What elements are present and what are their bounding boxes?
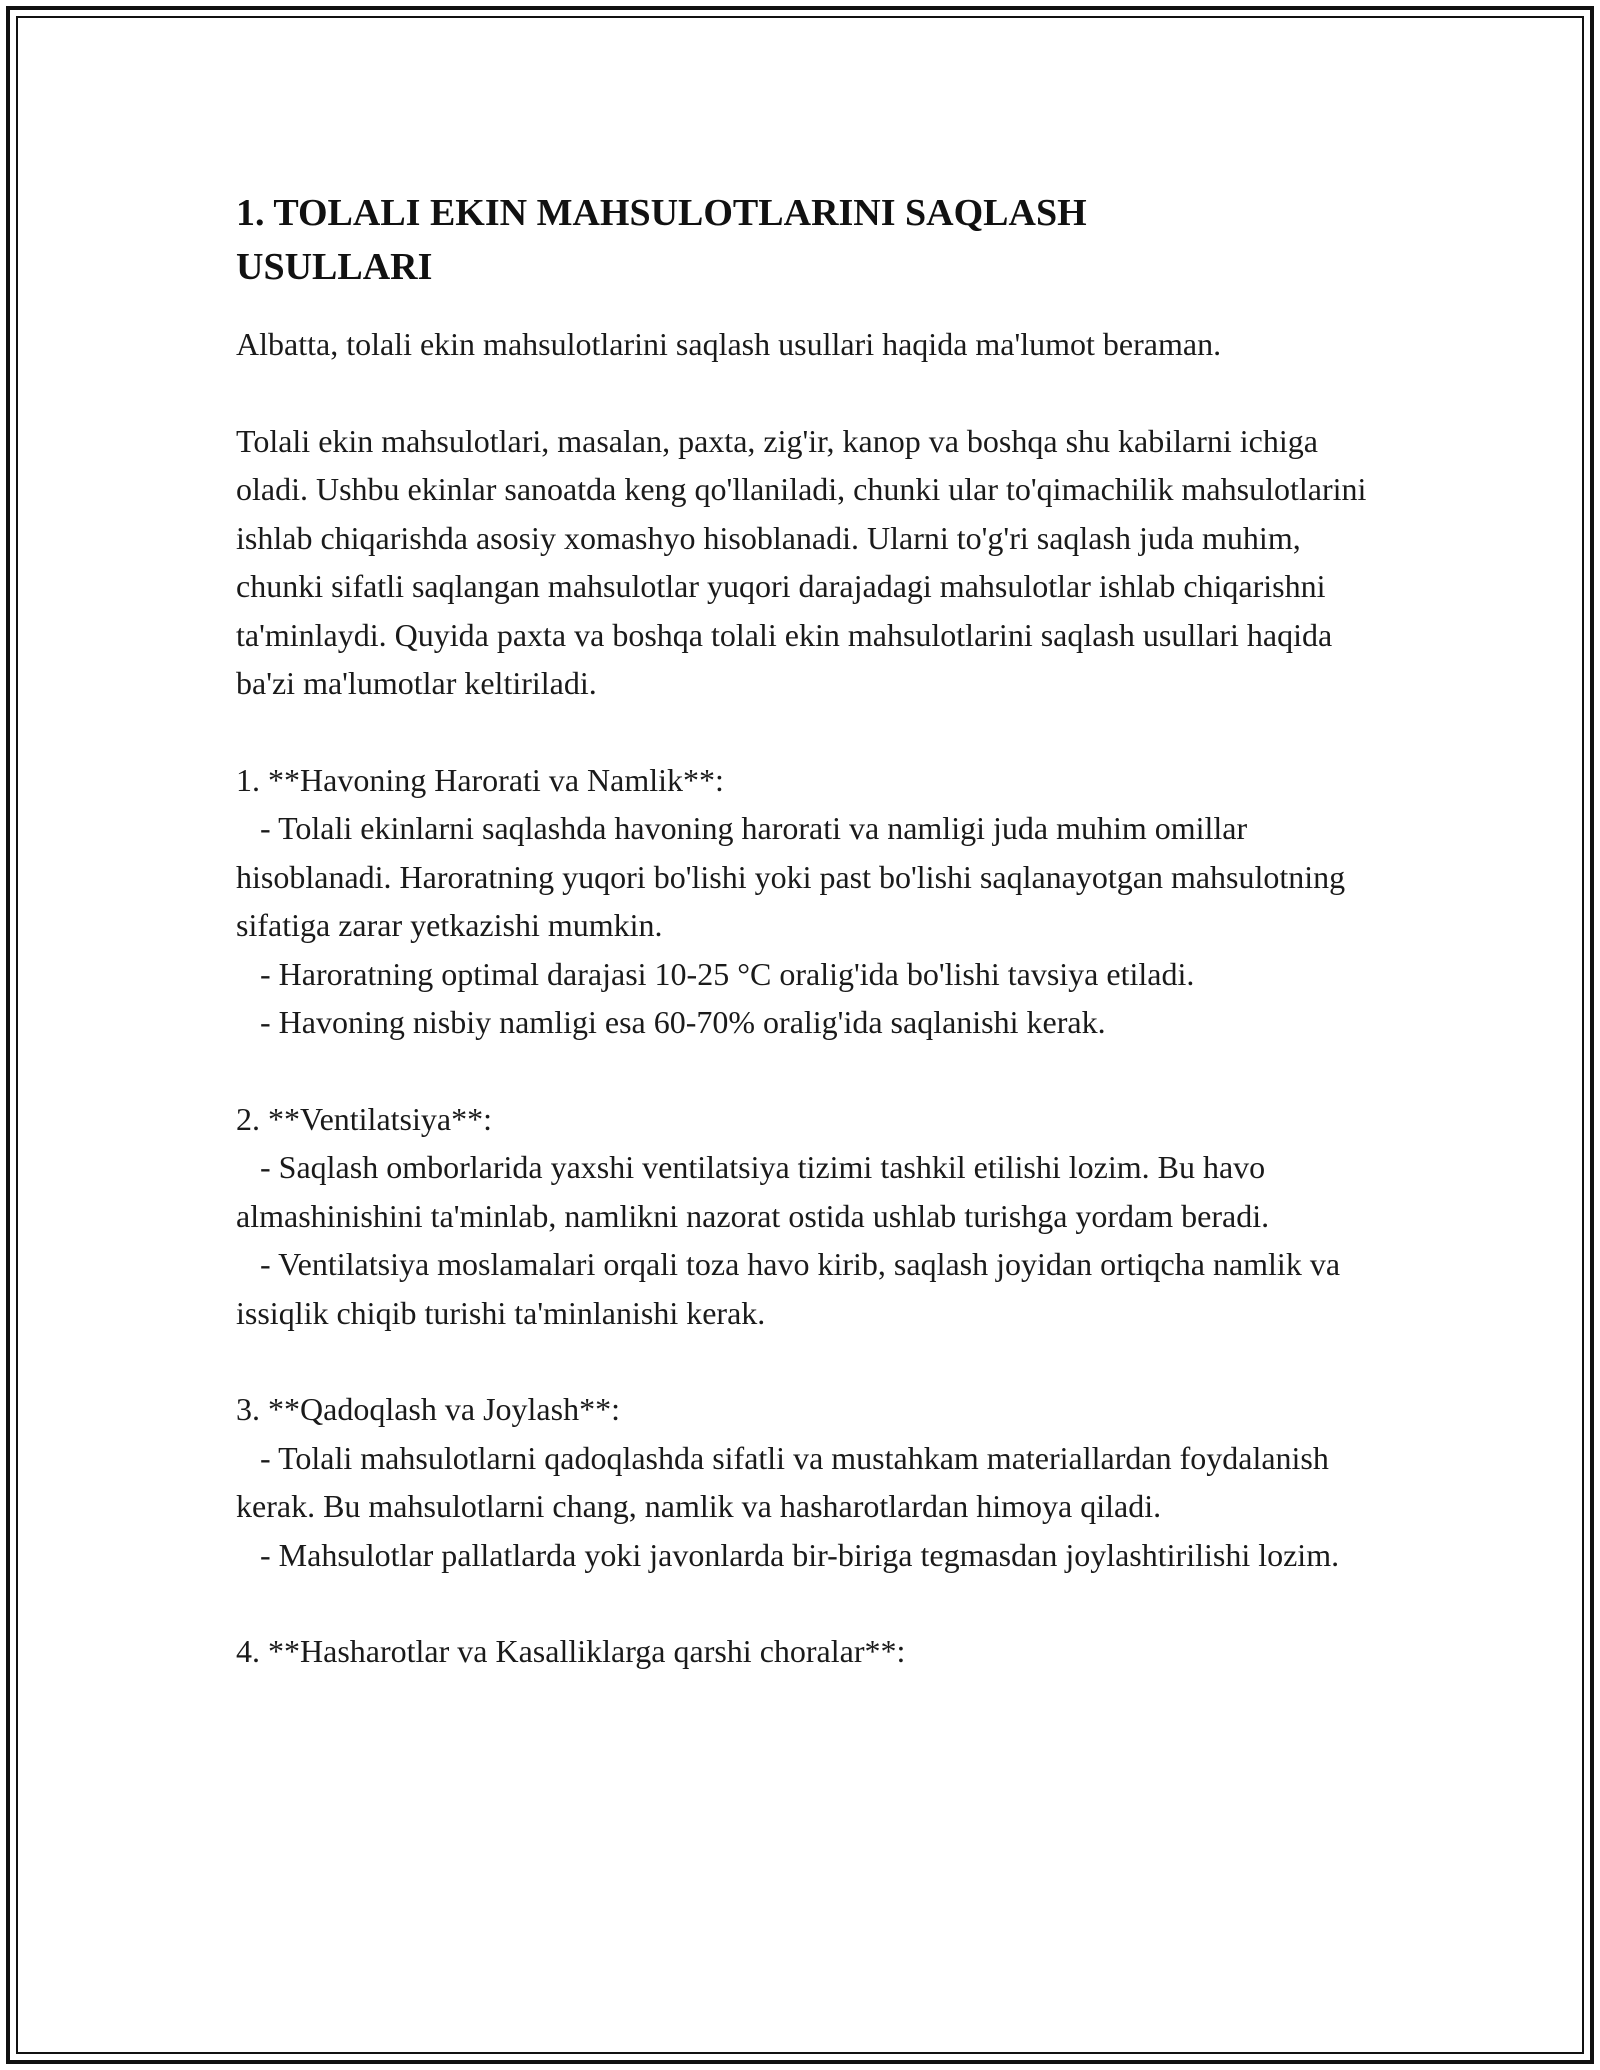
intro-paragraph: Albatta, tolali ekin mahsulotlarini saqlash usullari haqida ma'lumot beraman. [236, 326, 1222, 362]
section-bullet: - Tolali ekinlarni saqlashda havoning harorati va namligi juda muhim omillar hisoblanadi. Haroratning yuqori bo'lishi yoki past bo'lishi saqlanayotgan mahsulotning sifatiga zarar yetkazishi mumkin. [236, 810, 1354, 943]
section-bullet: - Saqlash omborlarida yaxshi ventilatsiya tizimi tashkil etilishi lozim. Bu havo almashinishini ta'minlab, namlikni nazorat ostida ushlab turishga yordam beradi. [236, 1149, 1274, 1234]
document-body [236, 186, 1376, 1676]
section-3 [236, 1385, 1376, 1579]
section-bullet: - Mahsulotlar pallatlarda yoki javonlarda bir-biriga tegmasdan joylashtirilishi lozim. [236, 1536, 1340, 1573]
section-bullet: - Haroratning optimal darajasi 10-25 °C oralig'ida bo'lishi tavsiya etiladi. [236, 955, 1195, 992]
section-heading: 3. **Qadoqlash va Joylash**: [236, 1391, 620, 1427]
section-bullet: - Havoning nisbiy namligi esa 60-70% oralig'ida saqlanishi kerak. [236, 1004, 1106, 1040]
section-heading: 4. **Hasharotlar va Kasalliklarga qarshi choralar**: [236, 1633, 906, 1669]
document-title: 1. TOLALI EKIN MAHSULOTLARINI SAQLASH USULLARI [236, 192, 1087, 288]
section-4 [236, 1627, 1376, 1676]
section-heading: 1. **Havoning Harorati va Namlik**: [236, 761, 724, 798]
section-bullet: - Ventilatsiya moslamalari orqali toza havo kirib, saqlash joyidan ortiqcha namlik va issiqlik chiqib turishi ta'minlanishi kerak. [236, 1246, 1349, 1331]
section-1 [236, 756, 1376, 1047]
section-bullet: - Tolali mahsulotlarni qadoqlashda sifatli va mustahkam materiallardan foydalanish kerak. Bu mahsulotlarni chang, namlik va hasharotlardan himoya qiladi. [236, 1439, 1337, 1524]
section-2 [236, 1095, 1376, 1338]
section-heading: 2. **Ventilatsiya**: [236, 1100, 492, 1137]
overview-paragraph: Tolali ekin mahsulotlari, masalan, paxta, zig'ir, kanop va boshqa shu kabilarni ichiga oladi. Ushbu ekinlar sanoatda keng qo'llaniladi, chunki ular to'qimachilik mahsulotlarini ishlab chiqarishda asosiy xomashyo hisoblanadi. Ularni to'g'ri saqlash juda muhim, chunki sifatli saqlangan mahsulotlar yuqori darajadagi mahsulotlar ishlab chiqarishni ta'minlaydi. Quyida paxta va boshqa tolali ekin mahsulotlarini saqlash usullari haqida ba'zi ma'lumotlar keltiriladi. [236, 422, 1375, 701]
